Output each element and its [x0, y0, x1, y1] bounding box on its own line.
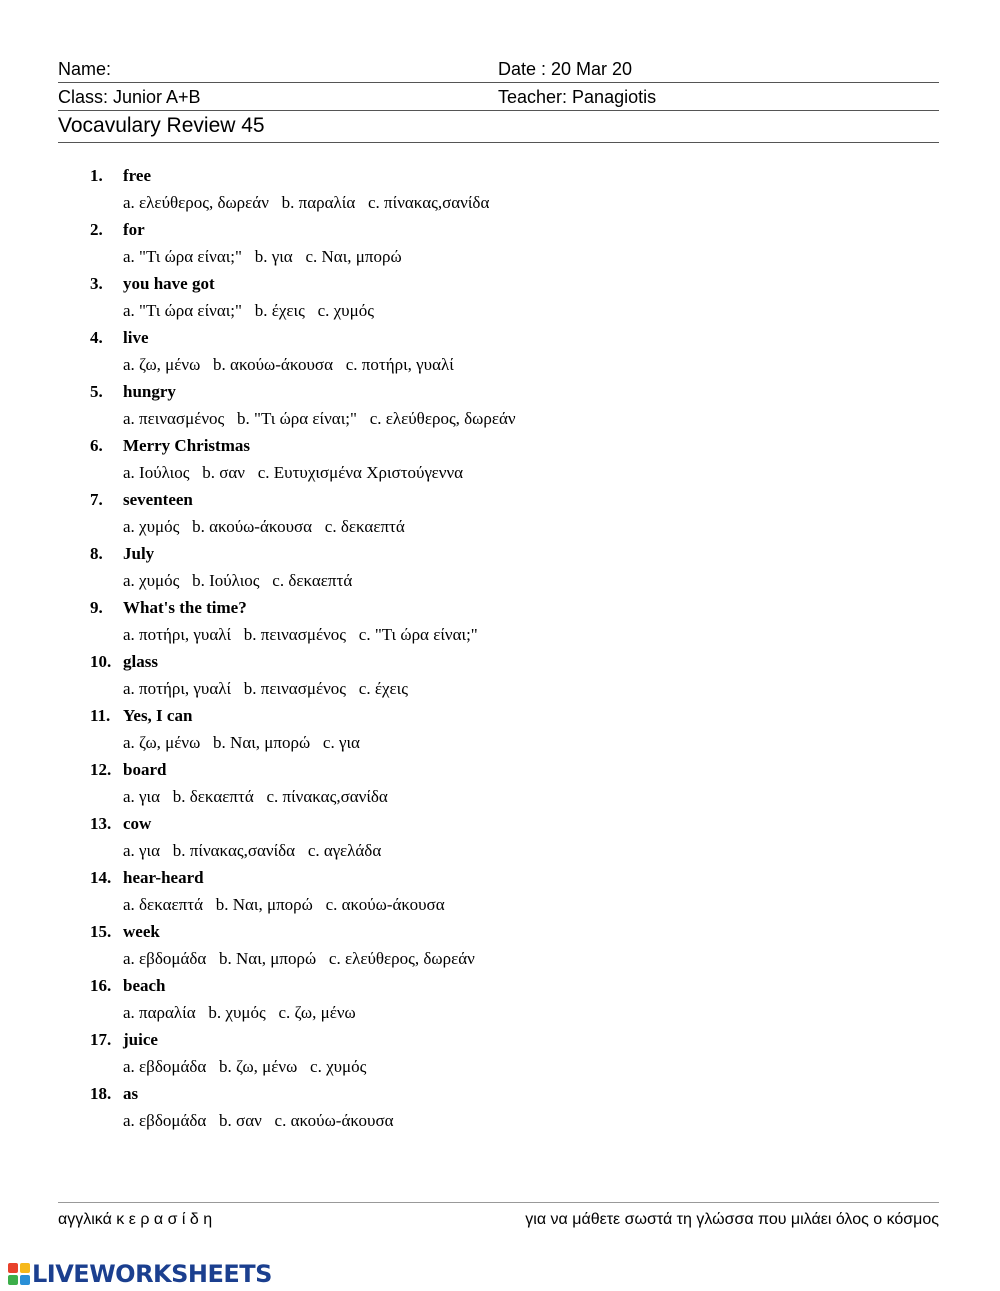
question-list [58, 166, 939, 1138]
question-item [58, 328, 939, 382]
liveworksheets-logo-icon [8, 1263, 30, 1285]
question-item [58, 598, 939, 652]
question-word: board [123, 760, 167, 779]
question-item [58, 706, 939, 760]
footer-right-text: για να μάθετε σωστά τη γλώσσα που μιλάει όλος ο κόσμος [525, 1211, 939, 1228]
footer-left-text: αγγλικά κ ε ρ α σ ί δ η [58, 1211, 213, 1228]
question-options: a. εβδομάδα b. ζω, μένω c. χυμός [123, 1057, 367, 1076]
question-number: 2. [90, 220, 103, 239]
teacher-label: Teacher: Panagiotis [498, 87, 657, 107]
question-word: for [123, 220, 145, 239]
question-item [58, 490, 939, 544]
question-item [58, 1084, 939, 1138]
question-item [58, 652, 939, 706]
class-label: Class: Junior A+B [58, 87, 201, 107]
question-number: 10. [90, 652, 112, 671]
question-number: 7. [90, 490, 103, 509]
question-item [58, 544, 939, 598]
question-number: 5. [90, 382, 103, 401]
question-word: beach [123, 976, 166, 995]
title-row [58, 112, 939, 143]
question-number: 17. [90, 1030, 112, 1049]
liveworksheets-logo [8, 1261, 272, 1287]
question-word: hungry [123, 382, 176, 401]
question-options: a. πεινασμένος b. "Τι ώρα είναι;" c. ελεύθερος, δωρεάν [123, 409, 516, 428]
question-options: a. ζω, μένω b. Ναι, μπορώ c. για [123, 733, 360, 752]
question-options: a. ποτήρι, γυαλί b. πεινασμένος c. έχεις [123, 679, 408, 698]
question-word: you have got [123, 274, 215, 293]
question-options: a. εβδομάδα b. σαν c. ακούω-άκουσα [123, 1111, 394, 1130]
question-options: a. για b. δεκαεπτά c. πίνακας,σανίδα [123, 787, 388, 806]
question-number: 1. [90, 166, 103, 185]
question-number: 11. [90, 706, 111, 725]
question-options: a. "Τι ώρα είναι;" b. για c. Ναι, μπορώ [123, 247, 402, 266]
question-word: week [123, 922, 160, 941]
question-number: 9. [90, 598, 103, 617]
question-number: 8. [90, 544, 103, 563]
question-item [58, 1030, 939, 1084]
question-word: live [123, 328, 149, 347]
question-options: a. για b. πίνακας,σανίδα c. αγελάδα [123, 841, 382, 860]
question-options: a. δεκαεπτά b. Ναι, μπορώ c. ακούω-άκουσα [123, 895, 445, 914]
question-options: a. ποτήρι, γυαλί b. πεινασμένος c. "Τι ώρα είναι;" [123, 625, 478, 644]
question-item [58, 382, 939, 436]
question-item [58, 814, 939, 868]
question-number: 12. [90, 760, 112, 779]
logo-square-3 [8, 1275, 18, 1285]
date-label: Date : 20 Mar 20 [498, 59, 633, 79]
question-options: a. εβδομάδα b. Ναι, μπορώ c. ελεύθερος, δωρεάν [123, 949, 475, 968]
question-item [58, 436, 939, 490]
header-row-class-teacher [58, 84, 939, 111]
question-number: 4. [90, 328, 103, 347]
question-options: a. Ιούλιος b. σαν c. Ευτυχισμένα Χριστούγεννα [123, 463, 464, 482]
question-word: juice [123, 1030, 158, 1049]
question-item [58, 166, 939, 220]
question-number: 14. [90, 868, 112, 887]
question-number: 18. [90, 1084, 112, 1103]
logo-square-4 [20, 1275, 30, 1285]
question-word: cow [123, 814, 152, 833]
question-options: a. παραλία b. χυμός c. ζω, μένω [123, 1003, 356, 1022]
question-number: 6. [90, 436, 103, 455]
question-word: glass [123, 652, 158, 671]
question-number: 16. [90, 976, 112, 995]
question-number: 13. [90, 814, 112, 833]
question-options: a. ελεύθερος, δωρεάν b. παραλία c. πίνακας,σανίδα [123, 193, 490, 212]
footer-divider [58, 1202, 939, 1203]
question-word: free [123, 166, 151, 185]
question-options: a. "Τι ώρα είναι;" b. έχεις c. χυμός [123, 301, 374, 320]
question-word: Merry Christmas [123, 436, 250, 455]
question-word: hear-heard [123, 868, 204, 887]
question-word: Yes, I can [123, 706, 193, 725]
question-number: 15. [90, 922, 112, 941]
question-item [58, 220, 939, 274]
question-options: a. χυμός b. ακούω-άκουσα c. δεκαεπτά [123, 517, 405, 536]
name-label: Name: [58, 59, 112, 79]
logo-square-2 [20, 1263, 30, 1273]
question-item [58, 760, 939, 814]
question-word: July [123, 544, 155, 563]
question-item [58, 868, 939, 922]
logo-square-1 [8, 1263, 18, 1273]
question-item [58, 922, 939, 976]
question-number: 3. [90, 274, 103, 293]
question-options: a. χυμός b. Ιούλιος c. δεκαεπτά [123, 571, 353, 590]
question-word: seventeen [123, 490, 193, 509]
question-word: What's the time? [123, 598, 247, 617]
question-options: a. ζω, μένω b. ακούω-άκουσα c. ποτήρι, γυαλί [123, 355, 454, 374]
question-item [58, 976, 939, 1030]
question-word: as [123, 1084, 139, 1103]
header-row-name-date [58, 56, 939, 83]
logo-text: LIVEWORKSHEETS [32, 1260, 272, 1288]
page-title: Vocavulary Review 45 [58, 114, 265, 137]
question-item [58, 274, 939, 328]
